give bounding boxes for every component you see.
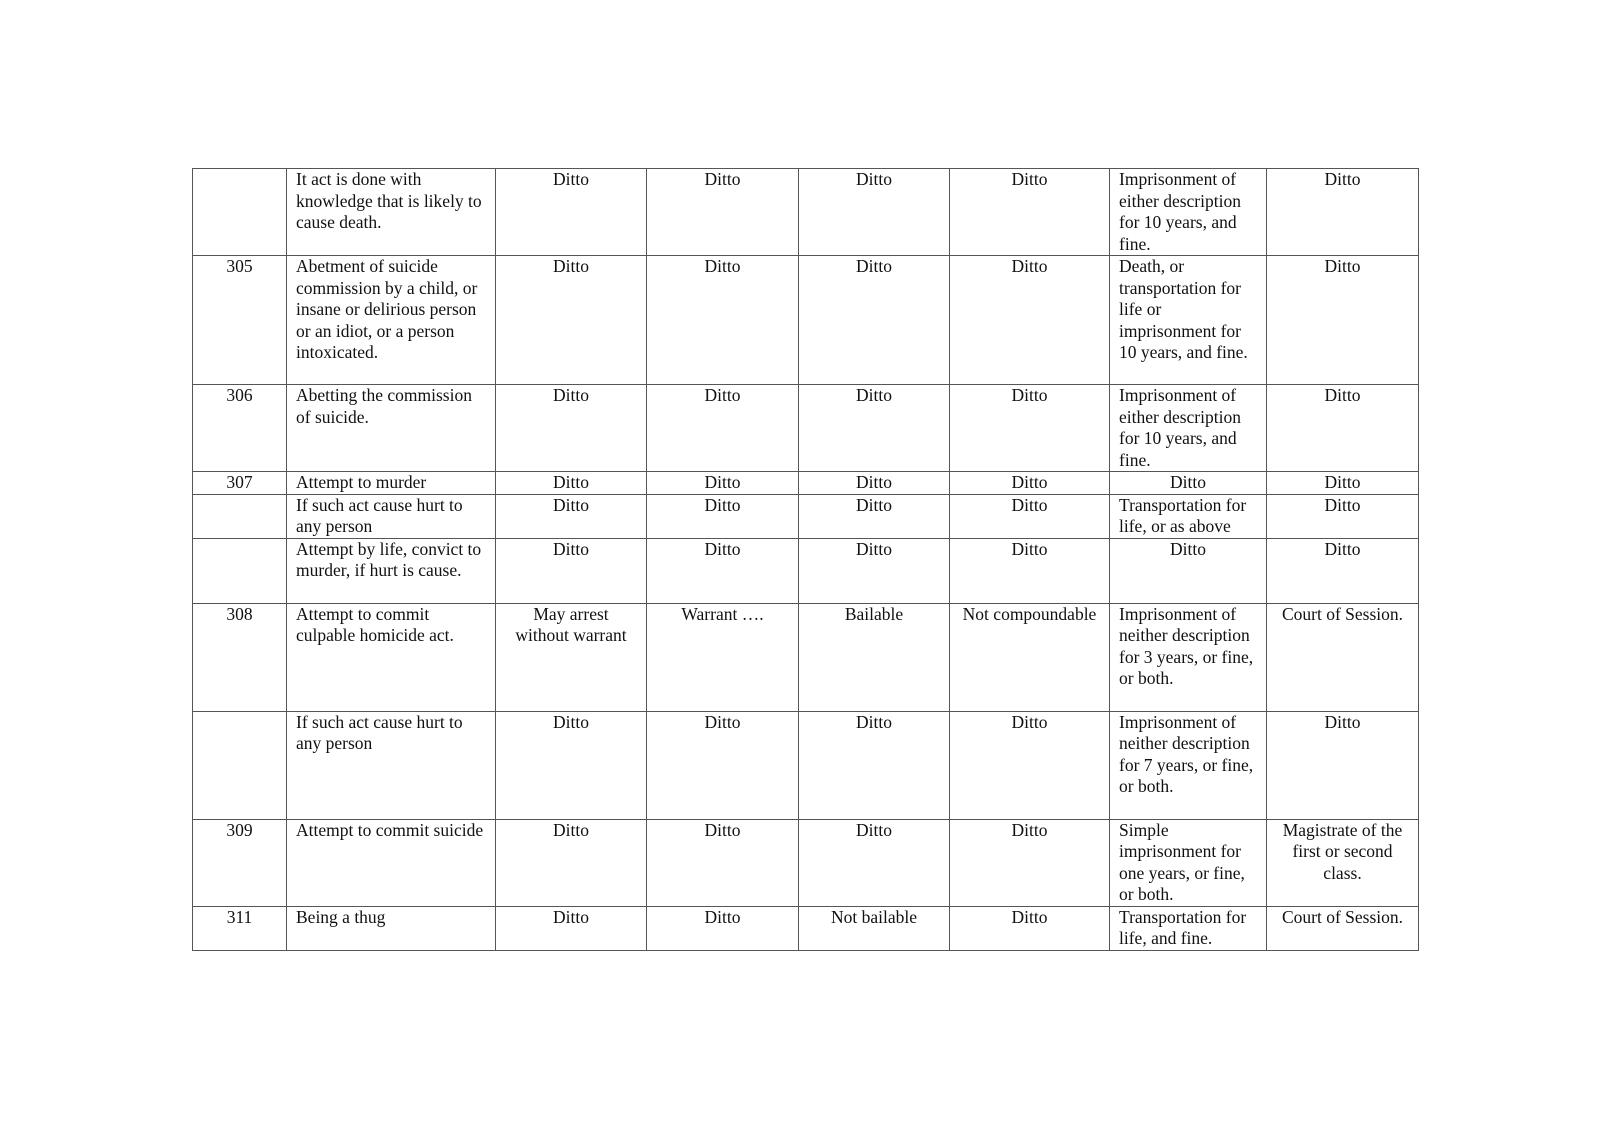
process-cell: Ditto [647,711,799,819]
bail-cell: Ditto [799,494,950,538]
court-cell: Magistrate of the first or second class. [1267,819,1419,906]
table-row [193,819,1419,906]
process-cell: Ditto [647,538,799,603]
table-row [193,494,1419,538]
arrest-cell: Ditto [496,494,647,538]
offence-schedule-table [192,168,1419,951]
section-number-cell [193,494,287,538]
arrest-cell: May arrest without warrant [496,603,647,711]
arrest-cell: Ditto [496,819,647,906]
court-cell: Court of Session. [1267,906,1419,950]
process-cell: Ditto [647,819,799,906]
process-cell: Ditto [647,169,799,256]
bail-cell: Not bailable [799,906,950,950]
offence-cell: Attempt to murder [287,472,496,495]
offence-cell: Attempt to commit culpable homicide act. [287,603,496,711]
punishment-cell: Ditto [1110,472,1267,495]
bail-cell: Ditto [799,819,950,906]
bail-cell: Ditto [799,472,950,495]
offence-cell: Abetment of suicide commission by a child, or insane or delirious person or an idiot, or a person intoxicated. [287,256,496,385]
section-number-cell [193,169,287,256]
table-row [193,169,1419,256]
process-cell: Ditto [647,385,799,472]
punishment-cell: Imprisonment of either description for 10 years, and fine. [1110,169,1267,256]
punishment-cell: Transportation for life, and fine. [1110,906,1267,950]
offence-cell: Being a thug [287,906,496,950]
section-number-cell [193,711,287,819]
punishment-cell: Imprisonment of neither description for 3 years, or fine, or both. [1110,603,1267,711]
punishment-cell: Simple imprisonment for one years, or fine, or both. [1110,819,1267,906]
compound-cell: Ditto [950,819,1110,906]
court-cell: Ditto [1267,538,1419,603]
table-row [193,906,1419,950]
section-number-cell: 306 [193,385,287,472]
court-cell: Ditto [1267,385,1419,472]
court-cell: Ditto [1267,472,1419,495]
arrest-cell: Ditto [496,256,647,385]
offence-cell: If such act cause hurt to any person [287,711,496,819]
arrest-cell: Ditto [496,538,647,603]
court-cell: Ditto [1267,494,1419,538]
court-cell: Ditto [1267,256,1419,385]
bail-cell: Ditto [799,256,950,385]
arrest-cell: Ditto [496,385,647,472]
table-row [193,603,1419,711]
table-row [193,711,1419,819]
section-number-cell: 307 [193,472,287,495]
compound-cell: Ditto [950,472,1110,495]
offence-cell: It act is done with knowledge that is likely to cause death. [287,169,496,256]
arrest-cell: Ditto [496,711,647,819]
punishment-cell: Transportation for life, or as above [1110,494,1267,538]
compound-cell: Ditto [950,711,1110,819]
punishment-cell: Imprisonment of neither description for 7 years, or fine, or both. [1110,711,1267,819]
table-row [193,385,1419,472]
compound-cell: Ditto [950,169,1110,256]
arrest-cell: Ditto [496,906,647,950]
section-number-cell: 309 [193,819,287,906]
offence-cell: Attempt by life, convict to murder, if hurt is cause. [287,538,496,603]
section-number-cell [193,538,287,603]
table-row [193,472,1419,495]
compound-cell: Ditto [950,494,1110,538]
offence-cell: Abetting the commission of suicide. [287,385,496,472]
punishment-cell: Death, or transportation for life or imprisonment for 10 years, and fine. [1110,256,1267,385]
bail-cell: Ditto [799,538,950,603]
arrest-cell: Ditto [496,472,647,495]
process-cell: Warrant …. [647,603,799,711]
section-number-cell: 308 [193,603,287,711]
process-cell: Ditto [647,494,799,538]
compound-cell: Ditto [950,906,1110,950]
table-row [193,538,1419,603]
bail-cell: Ditto [799,169,950,256]
compound-cell: Ditto [950,538,1110,603]
process-cell: Ditto [647,256,799,385]
offence-cell: Attempt to commit suicide [287,819,496,906]
process-cell: Ditto [647,472,799,495]
table-row [193,256,1419,385]
offence-cell: If such act cause hurt to any person [287,494,496,538]
bail-cell: Bailable [799,603,950,711]
punishment-cell: Imprisonment of either description for 10 years, and fine. [1110,385,1267,472]
arrest-cell: Ditto [496,169,647,256]
compound-cell: Not compoundable [950,603,1110,711]
process-cell: Ditto [647,906,799,950]
bail-cell: Ditto [799,711,950,819]
compound-cell: Ditto [950,256,1110,385]
court-cell: Court of Session. [1267,603,1419,711]
section-number-cell: 305 [193,256,287,385]
bail-cell: Ditto [799,385,950,472]
punishment-cell: Ditto [1110,538,1267,603]
court-cell: Ditto [1267,711,1419,819]
section-number-cell: 311 [193,906,287,950]
court-cell: Ditto [1267,169,1419,256]
compound-cell: Ditto [950,385,1110,472]
